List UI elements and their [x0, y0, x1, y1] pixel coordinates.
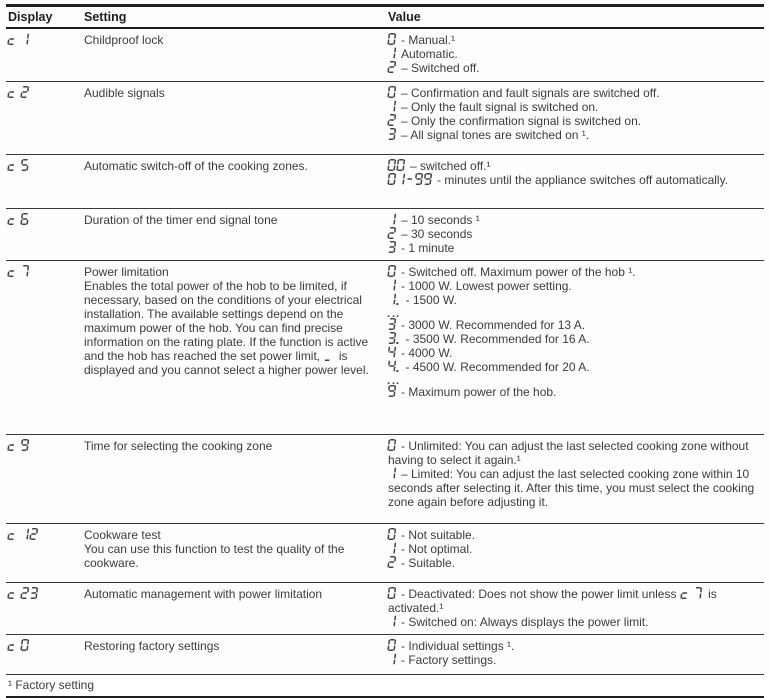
value-list [388, 639, 756, 669]
value-text: – Limited: You can adjust the last selected cooking zone within 10 seconds after selecting it. After this time, you must select the cooking zone again before adjusting it. [388, 467, 755, 509]
segment-value-code [388, 47, 397, 61]
value-text: - Individual settings ¹. [401, 639, 515, 653]
value-line [388, 528, 756, 542]
value-line [388, 241, 756, 255]
footnote-text: ¹ Factory setting [8, 678, 95, 692]
value-line [388, 360, 756, 374]
value-text: – Only the confirmation signal is switched on. [401, 114, 642, 128]
setting-cell [84, 261, 388, 435]
segment-value-code [388, 542, 397, 556]
value-cell [388, 28, 764, 82]
value-list [388, 528, 756, 577]
segment-display-code [8, 159, 30, 173]
value-text: – switched off.¹ [410, 159, 491, 173]
value-list [388, 265, 756, 429]
footnote-row [6, 675, 764, 698]
segment-display-code [8, 33, 30, 47]
value-text: - Unlimited: You can adjust the last selected cooking zone without having to select it again.¹ [388, 439, 749, 467]
setting-label: Childproof lock [84, 33, 164, 47]
segment-value-code [388, 86, 397, 100]
setting-column-header: Setting [84, 10, 127, 24]
display-column-header: Display [8, 10, 53, 24]
segment-value-code [388, 100, 397, 114]
setting-cell [84, 28, 388, 82]
value-cell [388, 583, 764, 635]
value-line [388, 173, 756, 187]
segment-display-code [8, 528, 39, 542]
value-line [388, 374, 756, 385]
segment-value-code [388, 173, 433, 187]
setting-description: You can use this function to test the quality of the cookware. [84, 542, 345, 570]
value-cell [388, 82, 764, 155]
segment-display-code [8, 439, 30, 453]
value-text: - 4000 W. [401, 346, 453, 360]
value-line [388, 653, 756, 667]
value-cell [388, 209, 764, 261]
value-line [388, 307, 756, 318]
value-line [388, 439, 756, 467]
segment-value-code [388, 305, 402, 319]
display-cell [6, 435, 84, 524]
setting-label: Restoring factory settings [84, 639, 220, 653]
segment-value-code [681, 587, 703, 601]
value-line [388, 318, 756, 332]
segment-value-code [388, 528, 397, 542]
segment-value-code [388, 372, 402, 386]
segment-value-code [388, 332, 402, 346]
header-row [6, 6, 764, 29]
segment-display-code [8, 587, 39, 601]
display-cell [6, 524, 84, 583]
setting-label: Time for selecting the cooking zone [84, 439, 273, 453]
setting-description [84, 279, 380, 377]
value-line [388, 128, 756, 142]
value-line [388, 159, 756, 173]
value-text: Automatic. [401, 47, 458, 61]
segment-value-code [388, 615, 397, 629]
table-row-c2 [6, 82, 764, 155]
value-text: - Deactivated: Does not show the power limit unless [401, 587, 680, 601]
value-list [388, 159, 756, 203]
display-cell [6, 28, 84, 82]
value-list [388, 587, 756, 629]
value-line [388, 332, 756, 346]
value-cell [388, 155, 764, 209]
value-line [388, 33, 756, 47]
value-list [388, 213, 756, 255]
value-line [388, 86, 756, 100]
value-text: - Not optimal. [401, 542, 473, 556]
table-row-c0 [6, 635, 764, 675]
segment-display-code [8, 265, 30, 279]
value-line [388, 639, 756, 653]
value-line [388, 587, 756, 615]
segment-value-code [388, 346, 397, 360]
segment-value-code [388, 61, 397, 75]
value-line [388, 467, 756, 509]
segment-value-code [388, 653, 397, 667]
value-text: – Switched off. [401, 61, 480, 75]
value-line [388, 213, 756, 227]
setting-cell [84, 155, 388, 209]
table-row-c23 [6, 583, 764, 635]
value-line [388, 114, 756, 128]
value-text: – 30 seconds [401, 227, 473, 241]
value-text: - 1 minute [401, 241, 455, 255]
value-cell [388, 524, 764, 583]
display-cell [6, 583, 84, 635]
value-text: - 3500 W. Recommended for 16 A. [405, 332, 590, 346]
value-line [388, 293, 756, 307]
value-text: - 1500 W. [405, 293, 457, 307]
setting-label: Cookware test [84, 528, 161, 542]
segment-value-code [388, 279, 397, 293]
value-text: - minutes until the appliance switches off automatically. [437, 173, 729, 187]
value-text: - Switched on: Always displays the power limit. [401, 615, 649, 629]
settings-table [6, 4, 764, 698]
segment-value-code [388, 241, 397, 255]
value-text: – Only the fault signal is switched on. [401, 100, 599, 114]
value-text: – All signal tones are switched on ¹. [401, 128, 590, 142]
value-text: – Confirmation and fault signals are switched off. [401, 86, 660, 100]
setting-label: Automatic switch-off of the cooking zones. [84, 159, 308, 173]
table-row-c6 [6, 209, 764, 261]
value-list [388, 86, 756, 149]
value-text: - Factory settings. [401, 653, 497, 667]
display-cell [6, 155, 84, 209]
segment-value-code [388, 587, 397, 601]
segment-value-code [388, 556, 397, 570]
setting-description-text: is displayed and you cannot select a higher power level. [84, 349, 369, 377]
setting-cell [84, 435, 388, 524]
value-text: - Manual.¹ [401, 33, 456, 47]
setting-label: Automatic management with power limitation [84, 587, 323, 601]
setting-cell [84, 524, 388, 583]
value-list [388, 439, 756, 518]
value-text: – 10 seconds ¹ [401, 213, 480, 227]
value-text: - Maximum power of the hob. [401, 385, 557, 399]
segment-display-code [8, 213, 30, 227]
value-text: - Not suitable. [401, 528, 476, 542]
table-row-c9 [6, 435, 764, 524]
value-line [388, 100, 756, 114]
value-text: - 3000 W. Recommended for 13 A. [401, 318, 586, 332]
value-text: - Switched off. Maximum power of the hob ¹. [401, 265, 636, 279]
segment-value-code [388, 213, 397, 227]
setting-cell [84, 82, 388, 155]
setting-label: Power limitation [84, 265, 169, 279]
segment-value-code [388, 318, 397, 332]
table-row-c12 [6, 524, 764, 583]
segment-display-code [8, 86, 30, 100]
value-line [388, 542, 756, 556]
value-column-header: Value [388, 10, 421, 24]
setting-label: Duration of the timer end signal tone [84, 213, 278, 227]
value-cell [388, 635, 764, 675]
display-cell [6, 261, 84, 435]
value-line [388, 556, 756, 570]
value-text: is activated.¹ [388, 587, 717, 615]
segment-display-code [8, 639, 30, 653]
table-row-c5 [6, 155, 764, 209]
value-line [388, 47, 756, 61]
value-cell [388, 435, 764, 524]
setting-label: Audible signals [84, 86, 165, 100]
segment-value-code [388, 639, 397, 653]
value-line [388, 615, 756, 629]
value-text: - Suitable. [401, 556, 456, 570]
value-line [388, 265, 756, 279]
display-cell [6, 82, 84, 155]
value-line [388, 385, 756, 399]
setting-cell [84, 583, 388, 635]
segment-value-code [388, 467, 397, 481]
value-line [388, 279, 756, 293]
table-row-c1 [6, 28, 764, 82]
setting-cell [84, 635, 388, 675]
segment-value-code [388, 114, 397, 128]
value-text: - 4500 W. Recommended for 20 A. [405, 360, 590, 374]
segment-value-code [388, 159, 406, 173]
value-list [388, 33, 756, 76]
value-line [388, 346, 756, 360]
segment-value-code [388, 439, 397, 453]
setting-cell [84, 209, 388, 261]
segment-value-code [388, 227, 397, 241]
segment-value-code [388, 33, 397, 47]
display-cell [6, 635, 84, 675]
value-line [388, 61, 756, 75]
segment-value-code [388, 128, 397, 142]
display-cell [6, 209, 84, 261]
segment-value-code [388, 385, 397, 399]
setting-description-text: Enables the total power of the hob to be limited, if necessary, based on the conditions of your electrical installation. The available settings depend on the maximum power of the hob. You can find precise information on the rating plate. If the function is active and the hob has reached the set power limit, [84, 279, 369, 363]
value-line [388, 227, 756, 241]
value-cell [388, 261, 764, 435]
segment-underscore-glyph [324, 349, 333, 363]
value-text: - 1000 W. Lowest power setting. [401, 279, 572, 293]
table-row-c7 [6, 261, 764, 435]
segment-value-code [388, 265, 397, 279]
